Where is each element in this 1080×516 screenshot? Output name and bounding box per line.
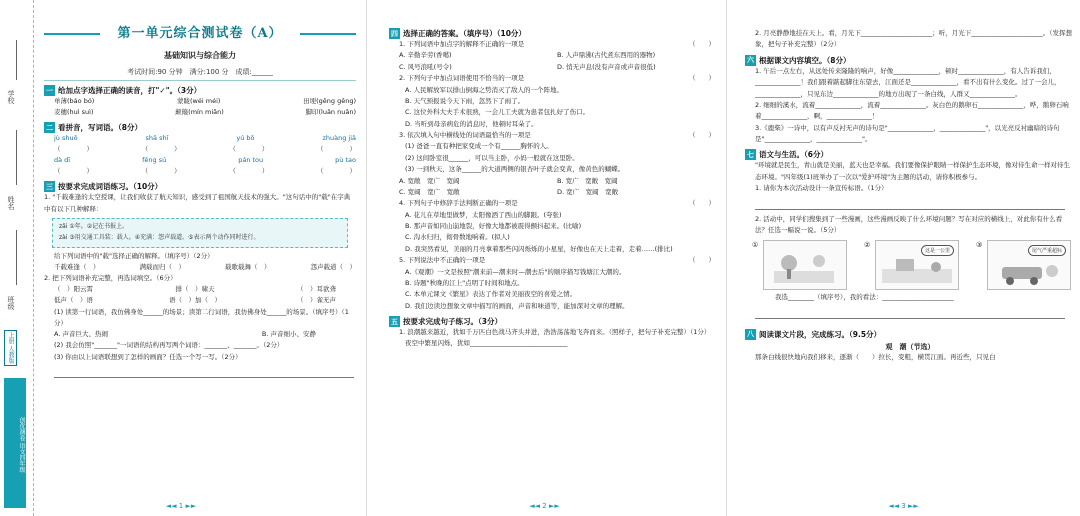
pinyin: pù tao bbox=[335, 156, 356, 165]
idiom[interactable]: （ ）耳欲聋 bbox=[297, 285, 336, 294]
question-text bbox=[389, 73, 715, 84]
page-subtitle: 基础知识与综合能力 bbox=[164, 51, 236, 60]
option[interactable]: 载歌载舞（ ） bbox=[225, 263, 271, 271]
choice-item[interactable]: 麦穗(huì suì) bbox=[54, 108, 94, 117]
section-number: 一 bbox=[46, 86, 53, 95]
dict-entry: zài ③用交通工具装：载人。④充满：怨声载道。⑤表示两个动作同时进行。 bbox=[59, 233, 260, 241]
pinyin: jù shuō bbox=[54, 134, 78, 143]
cartoon-number: ② bbox=[864, 241, 871, 250]
option[interactable]: 怨声载道（ ） bbox=[310, 263, 356, 271]
option[interactable]: C. 沟水归归，彻骨数地响着。(拟人) bbox=[405, 233, 510, 242]
section-2-header bbox=[44, 122, 356, 133]
question-text bbox=[389, 198, 715, 209]
excerpt-text: 那条白线很快地向我们移来，逐渐（ ）拉长，变粗，横贯江面。再近些，只见白 bbox=[755, 352, 996, 361]
section-3-header bbox=[44, 181, 356, 192]
idiom[interactable]: 语（ ）加（ ） bbox=[169, 296, 221, 305]
section-number: 六 bbox=[747, 56, 754, 65]
options-row bbox=[44, 329, 356, 340]
section-title: 根据课文内容填空。（8分） bbox=[759, 55, 851, 65]
option[interactable]: B. 那声音如同山崩地裂，好像大地都被震得颤抖起来。(比喻) bbox=[405, 222, 582, 230]
series-tag: 创优测卷 语文四年级 bbox=[4, 378, 26, 508]
pinyin-row bbox=[44, 133, 356, 144]
cartoon-2 bbox=[864, 240, 959, 290]
cartoon-1 bbox=[752, 240, 847, 290]
choice-item[interactable]: 田埂(gēng gěng) bbox=[303, 97, 356, 105]
answer-line[interactable] bbox=[755, 313, 1065, 319]
answer-prompt[interactable]: 我选________（填序号），我的看法：______________________ bbox=[775, 293, 954, 302]
pinyin: zhuàng jiā bbox=[322, 134, 356, 143]
answer-brackets-row[interactable]: （ ） （ ） （ ） （ ） bbox=[54, 167, 356, 176]
question-text: 1. "千载难逢的太空授课，让我们收获了航天知识，感受到了祖国航天技术的强大。"这句话中的"载"在字典中有以下几种解释： bbox=[44, 193, 351, 213]
page-1-content bbox=[44, 22, 356, 382]
option[interactable]: C. 宽阔 宽广 宽敞 bbox=[399, 187, 460, 196]
option[interactable]: B. 诗题"秋晚的江上"点明了时间和地点。 bbox=[405, 278, 524, 287]
option[interactable]: A. 声音巨大、热闹 bbox=[54, 330, 108, 339]
question-stem: 4. 下列句子中修辞手法判断正确的一项是 bbox=[399, 199, 518, 208]
speech-bubble: 这是一公里 bbox=[921, 245, 954, 256]
page-number-value: 1 bbox=[178, 502, 184, 510]
cartoon-tree-icon bbox=[764, 241, 846, 289]
sentence: (2) 这间卧室很______，可以当主卧，小妈一般就在这里卧。 bbox=[405, 153, 579, 162]
option[interactable]: 满载而归（ ） bbox=[139, 263, 185, 271]
page-number: ◄◄ 3 ►► bbox=[888, 502, 919, 510]
dict-entry: zǎi ①年。②记在书报上。 bbox=[59, 223, 129, 231]
answer-bracket[interactable]: （ ） bbox=[689, 256, 715, 265]
option[interactable]: C. 本单元课文《繁星》表达了作者对美丽夜空的喜爱之情。 bbox=[405, 290, 577, 299]
name-label: 姓名 bbox=[7, 196, 15, 210]
section-8-header bbox=[745, 329, 1075, 340]
section-title: 阅读课文片段，完成练习。（9.5分） bbox=[759, 329, 882, 339]
answer-bracket[interactable]: （ ） bbox=[689, 40, 715, 48]
option[interactable]: 千载难逢（ ） bbox=[54, 263, 100, 271]
exam-meta: 考试时间:90 分钟 满分:100 分 成绩:______ bbox=[127, 68, 273, 76]
answer-line[interactable] bbox=[54, 368, 354, 378]
question-stem: 5. 下列说法中不正确的一项是 bbox=[399, 256, 486, 265]
question-text: (2) 我会仿照"_______"一词语的结构再写两个词语：_______、_______。（2分） bbox=[54, 341, 284, 350]
question-text[interactable]: 2. 月亮静静地挂在天上。看，月光下______________________；听，月光下______________________。（发挥想象，把句子补充完整）（2分） bbox=[755, 29, 1073, 49]
sentence: (3) 一到秋天，这条______的大道两侧的银杏叶子就会变黄，像黄色的蝴蝶。 bbox=[405, 165, 625, 174]
question-text bbox=[389, 130, 715, 141]
page-3-content bbox=[745, 28, 1075, 363]
option[interactable]: C. 风号浪吼(号令) bbox=[399, 62, 452, 71]
option[interactable]: B. 宽广 宽敞 宽阔 bbox=[557, 176, 618, 185]
section-number: 四 bbox=[391, 29, 398, 38]
dictionary-box bbox=[52, 218, 348, 248]
question-text bbox=[389, 39, 715, 50]
option[interactable]: B. 声音细小、安静 bbox=[261, 330, 316, 339]
page-2-content bbox=[389, 28, 715, 350]
option[interactable]: C. 这位外科大夫手术很熟，一会儿工夫就为患者包扎好了伤口。 bbox=[405, 108, 590, 117]
question-text: 2. 活动中，同学们搜集到了一些漫画，这些漫画反映了什么环境问题？写在对应的横线上，对此你有什么看法？任选一幅说一说。（5分） bbox=[755, 214, 1063, 234]
option[interactable]: A.《观潮》一文是按照"潮来前—潮来时—潮去后"的顺序描写钱塘江大潮的。 bbox=[405, 267, 626, 276]
page-1 bbox=[0, 0, 362, 516]
page-3 bbox=[726, 0, 1080, 516]
option[interactable]: D. 我们边读边想象文章中描写的画面，声音和味道等，能加深对文章的理解。 bbox=[405, 301, 629, 310]
binding-line bbox=[16, 40, 17, 80]
answer-bracket[interactable]: （ ） bbox=[689, 199, 715, 208]
idiom[interactable]: （ ）阳云霄 bbox=[54, 285, 93, 294]
choice-item[interactable]: 单薄(báo bó) bbox=[54, 97, 95, 105]
sentence: (1) 爸爸一直有种把家变成一个有______胸怀的人。 bbox=[405, 142, 553, 151]
section-title: 语文与生活。（6分） bbox=[759, 150, 828, 160]
answer-bracket[interactable]: （ ） bbox=[689, 131, 715, 139]
question-text: 给下列词语中的"载"选择正确的解释。（填序号）（2分） bbox=[54, 251, 214, 260]
pinyin: shā shī bbox=[145, 134, 169, 143]
answer-brackets-row[interactable]: （ ） （ ） （ ） （ ） bbox=[54, 145, 356, 154]
question-text[interactable]: 2. 细细的溪水，流着______________，流着______________。灰白色的鹅卵石______________，哗，鹅卵石响着______________，啊，______________！ bbox=[755, 100, 1069, 121]
pinyin: pán tou bbox=[238, 156, 264, 165]
choice-item[interactable]: 颠簸(mín miǎn) bbox=[175, 108, 224, 117]
idiom[interactable]: （ ）雀无声 bbox=[297, 296, 336, 305]
question-text bbox=[389, 255, 715, 266]
binding-line bbox=[16, 130, 17, 185]
section-5-header bbox=[389, 316, 715, 327]
option[interactable]: B. 人声鼎沸(古代煮东西用的器物) bbox=[557, 51, 656, 60]
option[interactable]: A. 人民解放军以排山倒海之势消灭了敌人的一个阵地。 bbox=[405, 85, 563, 94]
idiom-row bbox=[44, 295, 356, 306]
section-number: 七 bbox=[747, 150, 754, 159]
question-stem: 2. 下列句子中加点词语使用不恰当的一项是 bbox=[399, 74, 525, 83]
page-2 bbox=[366, 0, 722, 516]
binding-strip bbox=[0, 0, 34, 516]
cartoon-3 bbox=[976, 240, 1071, 290]
options-grid bbox=[389, 50, 715, 73]
option[interactable]: D. 宽广 宽阔 宽敞 bbox=[557, 187, 619, 196]
section-number: 八 bbox=[747, 330, 754, 339]
section-7-header bbox=[745, 149, 1075, 160]
question-stem: 1. 下列词语中加点字的解释不正确的一项是 bbox=[399, 40, 525, 48]
option[interactable]: A. 花儿在草地里做梦，太阳像洒了西山的脚跟。(夸张) bbox=[405, 210, 562, 219]
excerpt-title: 观 潮（节选） bbox=[885, 342, 935, 351]
intro-text: "环境就是民生，青山就是美丽，蓝天也是幸福。我们要像保护眼睛一样保护生态环境，像对待生命一样对待生态环境。"四年级(1)班举办了一次以"爱护环境"为主题的活动，请你积极参与。 bbox=[755, 161, 1070, 181]
page-number: ◄◄ 1 ►► bbox=[165, 502, 197, 510]
pinyin: yú bō bbox=[236, 134, 255, 143]
class-label: 班级 bbox=[7, 296, 15, 310]
section-title: 看拼音，写词语。（8分） bbox=[58, 123, 142, 133]
title-bar bbox=[44, 22, 356, 46]
question-text: (3) 你由以上词语联想到了怎样的画面？任选一个写一写。（2分） bbox=[54, 352, 242, 361]
page-title: 第一单元综合测试卷（A） bbox=[117, 26, 283, 41]
cartoon-number: ③ bbox=[976, 241, 983, 250]
idiom[interactable]: 排（ ）啸天 bbox=[175, 285, 215, 294]
page-number: ◄◄ 2 ►► bbox=[529, 502, 560, 510]
option[interactable]: A. 宽敞 宽广 宽阔 bbox=[399, 176, 460, 185]
section-4-header bbox=[389, 28, 715, 39]
binding-line bbox=[16, 230, 17, 285]
idiom[interactable]: 低声（ ）语 bbox=[54, 296, 93, 305]
question-stem: 3. 依次填入句中横线处的词语最恰当的一项是 bbox=[399, 131, 531, 139]
pinyin-row bbox=[44, 155, 356, 166]
pinyin-choice-row bbox=[44, 107, 356, 118]
pinyin: fēng sú bbox=[142, 156, 167, 165]
section-6-header bbox=[745, 55, 1075, 66]
section-number: 三 bbox=[46, 182, 53, 191]
answer-line[interactable] bbox=[755, 202, 1065, 210]
option[interactable]: D. 悄无声息(没有声音或声音很低) bbox=[557, 62, 656, 71]
question-text: 1. 浪潮越来越近，犹如千万匹白色战马齐头并进，浩浩荡荡地飞奔而来。（照样子，把句子补充完整）（1分） bbox=[399, 328, 711, 336]
section-title: 按要求完成词语练习。（10分） bbox=[58, 182, 163, 192]
page-number-value: 2 bbox=[542, 502, 547, 510]
options-grid bbox=[389, 176, 715, 199]
option[interactable]: D. 当听到母亲病危的消息时，他顿时耳朵了。 bbox=[405, 119, 538, 128]
section-title: 选择正确的答案。（填序号）（10分） bbox=[403, 29, 526, 38]
question-text: 2. 把下列词语补充完整，再选词填空。（6分） bbox=[44, 274, 177, 283]
choice-item[interactable]: 脚印(luǎn nuǎn) bbox=[305, 108, 356, 117]
option[interactable]: D. 我突然看见，美丽的月亮拿着那些闪闪烁烁的小星星，好像也在天上走着，走着……(排比) bbox=[405, 244, 673, 253]
answer-bracket[interactable]: （ ） bbox=[689, 74, 715, 83]
section-title: 按要求完成句子练习。（3分） bbox=[403, 317, 502, 326]
question-text: 1. 请你为本次活动设计一条宣传标语。（1分） bbox=[755, 184, 888, 193]
question-text[interactable]: 3.《鹿柴》一诗中，以有声反衬无声的诗句是"______________，______________"，以光亮反衬幽暗的诗句是"______________，______________"。 bbox=[755, 123, 1060, 143]
page-number-value: 3 bbox=[901, 502, 906, 510]
question-text[interactable]: 1. 午后一点左右，从远处传来隆隆的响声，好像______________，顿时______________，有人告诉我们，______________！我们跟着踮起脚往东望去，江面还是______________，看不出有什么变化。过了一会儿，______________，只见东边______________的地方出现了一条白线，人群又______________。 bbox=[755, 66, 1061, 98]
question-text: (1) 读第一行词语，我仿佛身处______的场景；读第二行词语，我仿佛身处______的场景。（填序号）（1分） bbox=[54, 307, 349, 327]
section-title: 给加点字选择正确的读音，打"✓"。（3分） bbox=[58, 86, 202, 95]
option[interactable]: A. 辛勤辛劳(香噶) bbox=[399, 51, 452, 60]
title-decor-right bbox=[300, 33, 356, 35]
school-label: 学校 bbox=[7, 90, 15, 104]
option[interactable]: B. 天气预报说今天下雨，忽然下了雨了。 bbox=[405, 96, 525, 105]
pinyin: dà dī bbox=[54, 156, 71, 165]
section-1-header bbox=[44, 85, 356, 96]
idiom-row bbox=[44, 284, 356, 295]
speech-bubble: 尾气严重超标 bbox=[1028, 245, 1066, 256]
fill-sentence[interactable]: 夜空中繁星闪烁，犹如______________________________ bbox=[405, 339, 568, 348]
title-decor-left bbox=[44, 33, 100, 35]
divider bbox=[44, 80, 356, 81]
cartoon-number: ① bbox=[752, 241, 759, 250]
section-number: 二 bbox=[46, 123, 53, 132]
grade-tag: 上册 人教版 bbox=[4, 330, 17, 366]
pinyin-choice-row bbox=[44, 96, 356, 107]
section-number: 五 bbox=[391, 317, 398, 326]
options-row bbox=[44, 262, 356, 273]
choice-item[interactable]: 蒙眬(wéi méi) bbox=[177, 97, 221, 105]
cartoons-row bbox=[749, 240, 1071, 290]
